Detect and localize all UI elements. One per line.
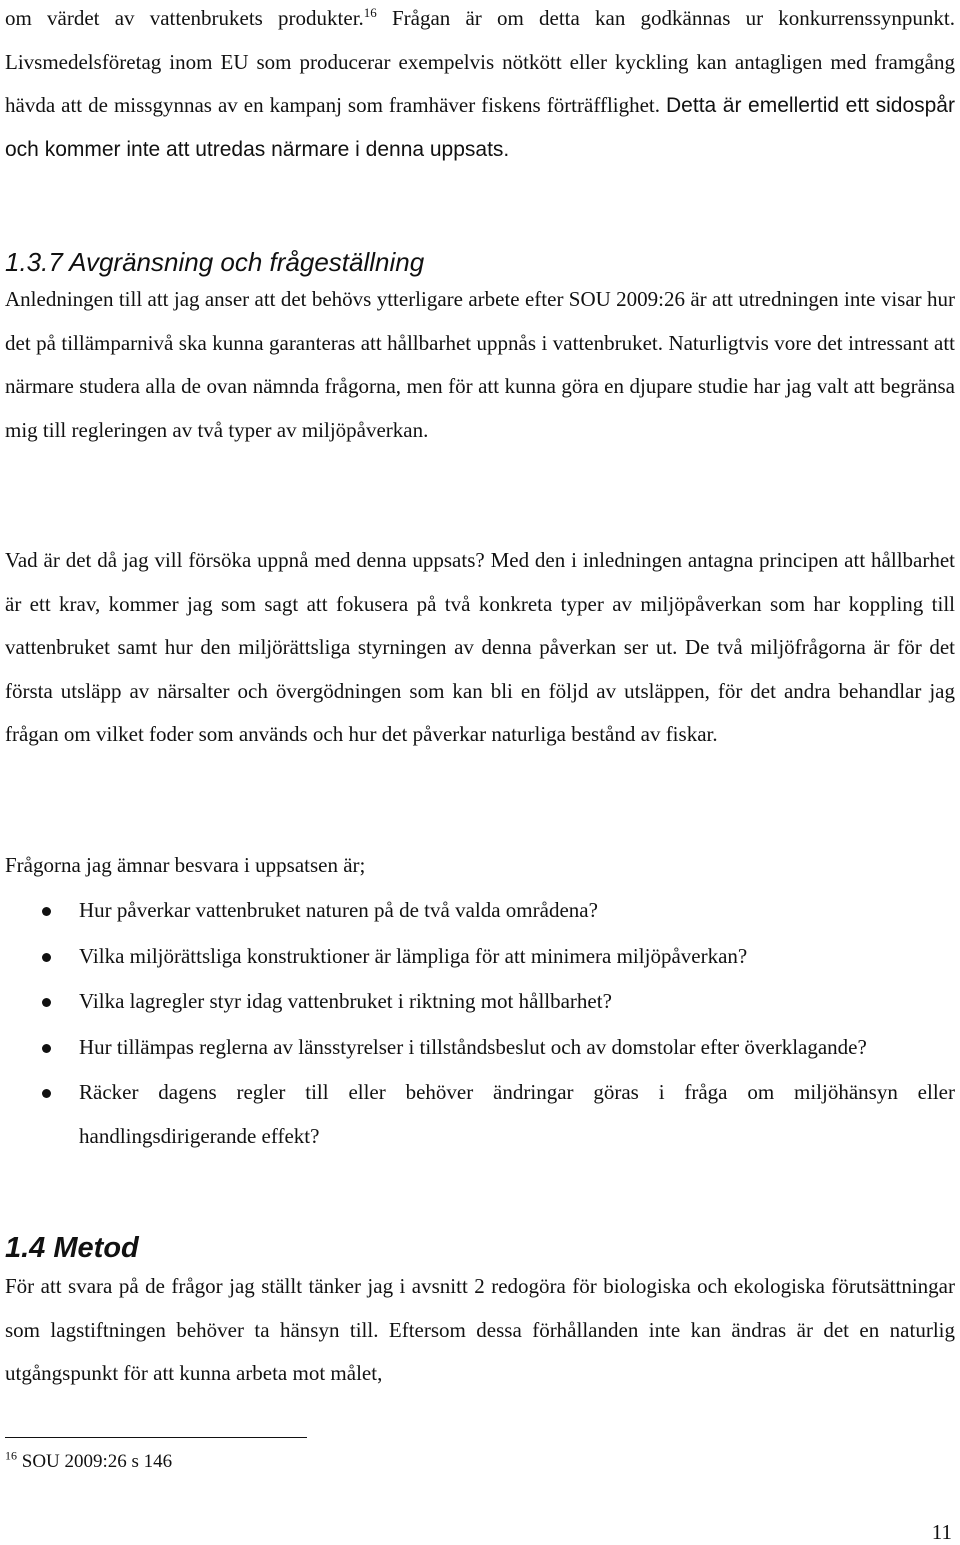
page-number: 11 [931,1520,952,1544]
bullet-icon [42,907,51,916]
list-item [5,935,955,979]
list-item-text: Hur tillämpas reglerna av länsstyrelser i tillståndsbeslut och av domstolar efter överklagande? [79,1034,867,1059]
questions-list [5,889,955,1158]
footnote [5,1450,172,1474]
bullet-icon [42,953,51,962]
footnote-number: 16 [5,1448,17,1463]
footnote-text: SOU 2009:26 s 146 [17,1451,173,1472]
list-item-text: Vilka lagregler styr idag vattenbruket i riktning mot hållbarhet? [79,989,612,1013]
paragraph-method: För att svara på de frågor jag ställt tänker jag i avsnitt 2 redogöra för biologiska och ekologiska förutsättningar som lagstiftningen behöver ta hänsyn till. Eftersom dessa förhållanden inte kan ändras är det en naturlig utgångspunkt för att kunna arbeta mot målet, [5,1274,955,1385]
bullet-icon [42,998,51,1007]
paragraph-block [5,844,955,888]
paragraph-block [5,539,955,757]
section-heading-block [5,1231,955,1265]
list-item [5,1071,955,1158]
bullet-icon [42,1044,51,1053]
paragraph-motivation: Anledningen till att jag anser att det behövs ytterligare arbete efter SOU 2009:26 är att utredningen inte visar hur det på tillämparnivå ska kunna garanteras att hållbarhet uppnås i vattenbruket. Naturligtvis vore det intressant att närmare studera alla de ovan nämnda frågorna, men för att kunna göra en djupare studie har jag valt att begränsa mig till regleringen av två typer av miljöpåverkan. [5,287,955,442]
paragraph-aim: Vad är det då jag vill försöka uppnå med denna uppsats? Med den i inledningen antagna principen att hållbarhet är ett krav, kommer jag som sagt att fokusera på två konkreta typer av miljöpåverkan som har koppling till vattenbruket samt hur den miljörättsliga styrningen av denna påverkan ser ut. De två miljöfrågorna är för det första utsläpp av närsalter och övergödningen som kan bli en följd av utsläppen, för det andra behandlar jag frågan om vilket foder som används och hur det påverkar naturliga bestånd av fiskar. [5,548,955,746]
paragraph-questions-intro: Frågorna jag ämnar besvara i uppsatsen är; [5,853,366,877]
list-item-text: Hur påverkar vattenbruket naturen på de två valda områdena? [79,898,598,922]
paragraph-continued [5,0,955,171]
list-item [5,1026,955,1070]
footnote-divider [5,1437,307,1438]
bullet-icon [42,1089,51,1098]
footnote-reference[interactable]: 16 [363,5,377,20]
list-item-text: Räcker dagens regler till eller behöver ändringar göras i fråga om miljöhänsyn eller handlingsdirigerande effekt? [79,1080,955,1148]
paragraph-text: Frågan är om detta kan godkännas ur konkurrenssynpunkt. Livsmedelsföretag inom EU som producerar exempelvis nötkött eller kyckling kan antagligen med framgång hävda att de missgynnas av en kampanj som framhäver fiskens förträfflighet. [5,6,955,117]
paragraph-block [5,1265,955,1396]
section-heading-1-3-7: 1.3.7 Avgränsning och frågeställning [5,247,425,277]
section-heading-block [5,247,955,277]
list-item [5,889,955,933]
list-item [5,980,955,1024]
section-heading-1-4: 1.4 Metod [5,1232,139,1264]
paragraph-block [5,278,955,452]
paragraph-text: om värdet av vattenbrukets produkter. [5,6,364,30]
list-item-text: Vilka miljörättsliga konstruktioner är lämpliga för att minimera miljöpåverkan? [79,943,748,968]
paragraph-text-sans: Detta är emellertid ett sidospår och kommer inte att utredas närmare i denna uppsats. [5,94,955,161]
